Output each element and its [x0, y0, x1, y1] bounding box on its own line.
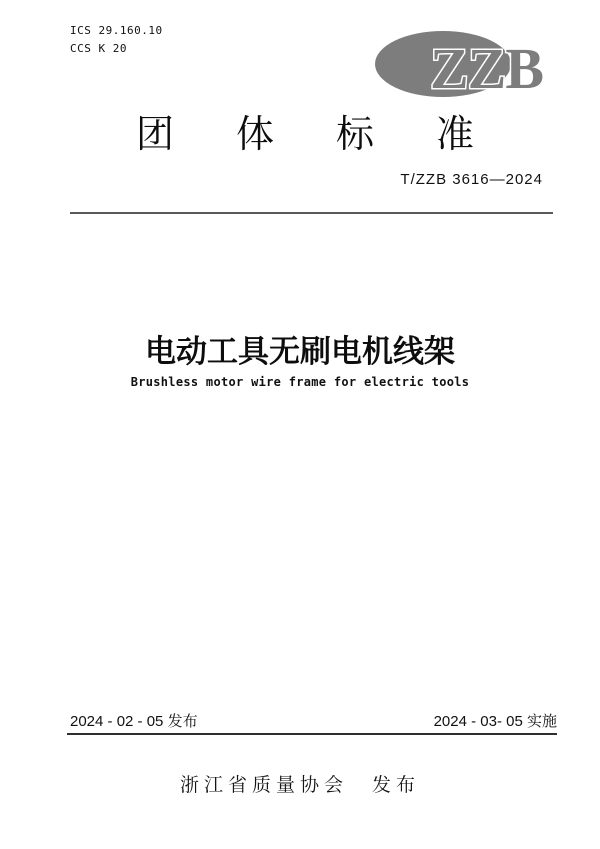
footer-rule [67, 733, 557, 735]
standard-type-char: 准 [435, 114, 474, 156]
standard-title-en: Brushless motor wire frame for electric tools [130, 375, 470, 389]
ics-code: ICS 29.160.10 [70, 24, 163, 37]
standard-type-char: 体 [235, 114, 274, 156]
standard-type-title [136, 115, 474, 157]
classification-codes [70, 22, 163, 58]
standard-number: T/ZZB 3616—2024 [400, 171, 543, 188]
logo-text: ZZB [430, 36, 544, 101]
ccs-code: CCS K 20 [70, 42, 127, 55]
standard-type-char: 标 [335, 114, 374, 156]
implement-date: 2024 - 03- 05 实施 [433, 713, 557, 730]
issue-date: 2024 - 02 - 05 发布 [70, 713, 198, 730]
standard-title-zh: 电动工具无刷电机线架 [145, 334, 455, 369]
header-rule [70, 212, 553, 214]
dates-row [70, 712, 557, 732]
standard-type-char: 团 [136, 114, 175, 156]
publisher-line: 浙江省质量协会 发布 [179, 775, 420, 796]
zzb-logo [372, 20, 552, 108]
